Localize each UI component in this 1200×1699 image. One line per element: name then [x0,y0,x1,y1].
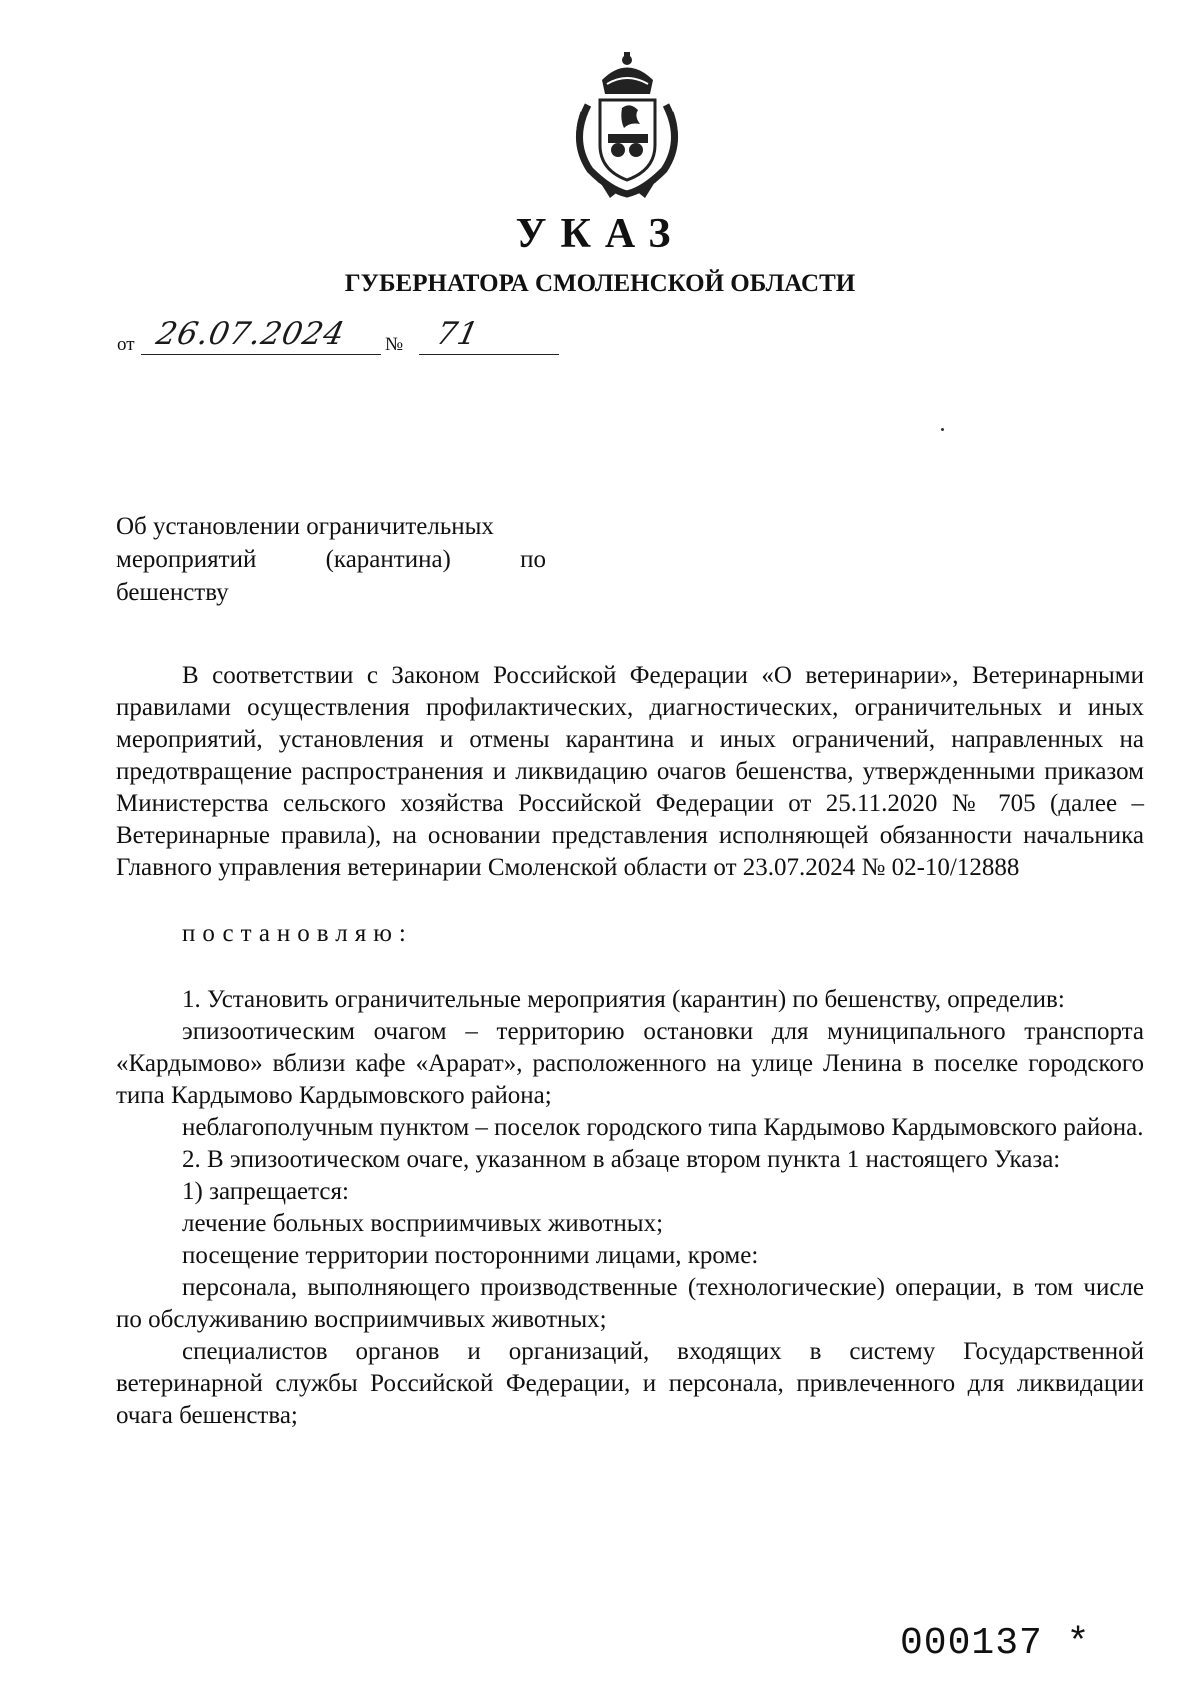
handwritten-date: 26.07.2024 [153,316,349,352]
document-title: УКАЗ [515,211,685,257]
subject-line: бешенству [116,579,229,606]
number-prefix: № [385,334,404,355]
clause-2-1: 1) запрещается: [182,1178,349,1205]
clause-1-point: неблагополучным пунктом – поселок городского типа Кардымово Кардымовского района. [182,1114,1144,1141]
scan-speck [941,428,944,431]
clause-2: 2. В эпизоотическом очаге, указанном в абзаце втором пункта 1 настоящего Указа: [182,1146,1061,1173]
subject-line: мероприятий (карантина) по [116,546,546,573]
clause-1: 1. Установить ограничительные мероприятия (карантин) по бешенству, определив: [182,986,1065,1013]
clause-2-1-item: персонала, выполняющего производственные (технологические) операции, в том числе по обслуживанию восприимчивых животных; [116,1274,1144,1333]
dateline [117,316,557,355]
preamble-paragraph: В соответствии с Законом Российской Федерации «О ветеринарии», Ветеринарными правилами осуществления профилактических, диагностических, ограничительных и иных мероприятий, установления и отмены карантина и иных ограничений, направленных на предотвращение распространения и ликвидацию очагов бешенства, утвержденными приказом Министерства сельского хозяйства Российской Федерации от 25.11.2020 № 705 (далее – Ветеринарные правила), на основании представления исполняющей обязанности начальника Главного управления ветеринарии Смоленской области от 23.07.2024 № 02-10/12888 [116,662,1144,881]
date-prefix: от [117,334,135,355]
coat-of-arms-icon [560,50,695,200]
document-body [116,660,1144,1432]
document-subtitle: ГУБЕРНАТОРА СМОЛЕНСКОЙ ОБЛАСТИ [344,270,856,297]
decree-word: постановляю: [182,920,413,947]
subject-heading [116,510,546,609]
clause-2-1-item: лечение больных восприимчивых животных; [182,1210,664,1237]
clause-1-focus: эпизоотическим очагом – территорию остановки для муниципального транспорта «Кардымово» вблизи кафе «Арарат», расположенного на улице Ленина в поселке городского типа Кардымово Кардымовского района; [116,1018,1144,1109]
subject-line: Об установлении ограничительных [116,513,494,540]
number-underline [419,354,559,355]
handwritten-number: 71 [433,316,483,352]
date-underline [141,354,381,355]
clause-2-1-item: специалистов органов и организаций, входящих в систему Государственной ветеринарной службы Российской Федерации, и персонала, привлеченного для ликвидации очага бешенства; [116,1338,1144,1429]
document-serial-number: 000137 * [900,1622,1091,1665]
clause-2-1-item: посещение территории посторонними лицами, кроме: [182,1242,759,1269]
